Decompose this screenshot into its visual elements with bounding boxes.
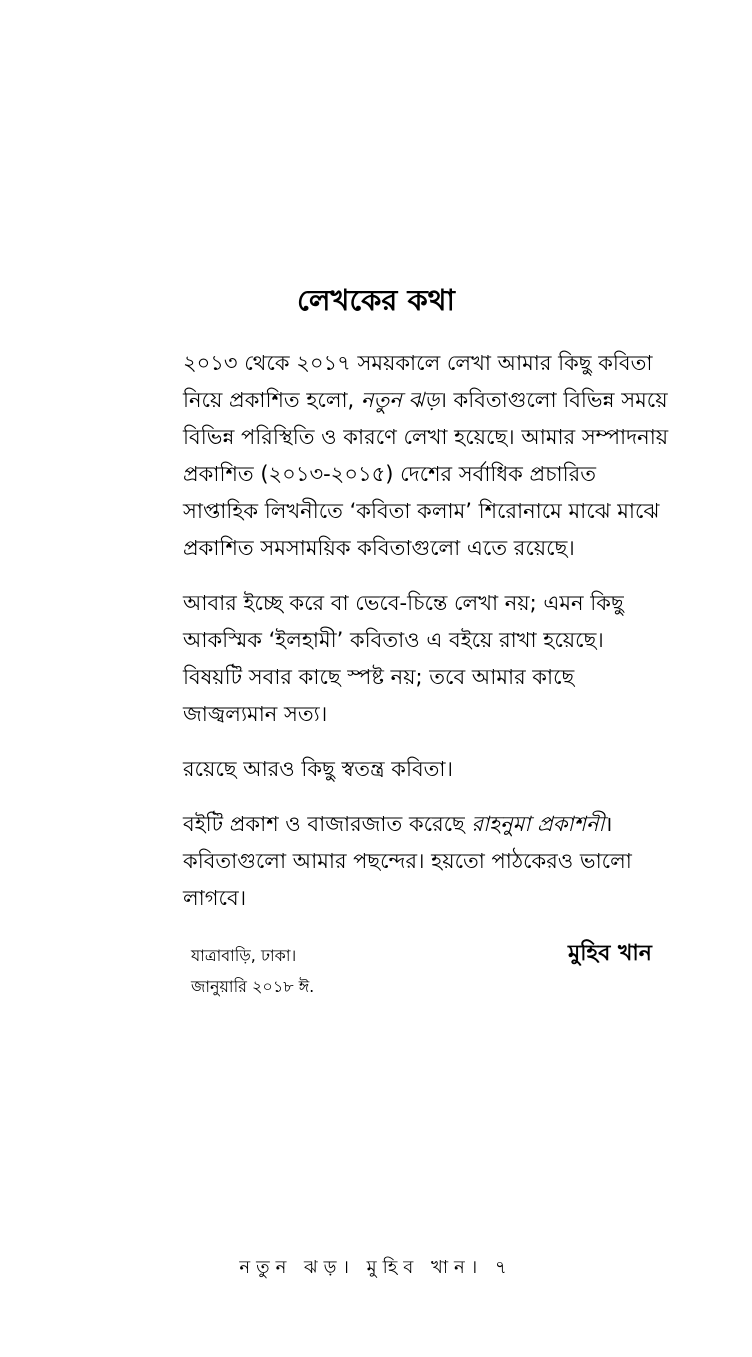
paragraph bbox=[183, 585, 693, 733]
paragraph bbox=[183, 806, 693, 917]
text-line: কবিতাগুলো আমার পছন্দের। হয়তো পাঠকেরও ভালো bbox=[183, 849, 632, 873]
book-title: নতুন ঝড় bbox=[360, 388, 440, 412]
text-segment: বইটি প্রকাশ ও বাজারজাত করেছে bbox=[183, 812, 472, 836]
text-segment: । bbox=[604, 812, 613, 836]
page-footer: নতুন ঝড়। মুহিব খান। ৭ bbox=[239, 1257, 513, 1278]
paragraph bbox=[183, 751, 693, 788]
text-line: রয়েছে আরও কিছু স্বতন্ত্র কবিতা। bbox=[183, 757, 454, 781]
text-line: প্রকাশিত (২০১৩-২০১৫) দেশের সর্বাধিক প্রচারিত bbox=[183, 462, 596, 486]
signature-block bbox=[191, 940, 314, 1002]
text-line: ২০১৩ থেকে ২০১৭ সময়কালে লেখা আমার কিছু কবিতা bbox=[183, 351, 653, 375]
publisher-name: রাহনুমা প্রকাশনী bbox=[471, 812, 605, 836]
paragraph bbox=[183, 345, 693, 567]
text-segment: নিয়ে প্রকাশিত হলো, bbox=[183, 388, 361, 412]
text-line: সাপ্তাহিক লিখনীতে ‘কবিতা কলাম’ শিরোনামে মাঝে মাঝে bbox=[183, 499, 660, 523]
text-line: আবার ইচ্ছে করে বা ভেবে-চিন্তে লেখা নয়; এমন কিছু bbox=[183, 591, 624, 615]
text-line: লাগবে। bbox=[183, 886, 247, 910]
text-line: বিভিন্ন পরিস্থিতি ও কারণে লেখা হয়েছে। আমার সম্পাদনায় bbox=[183, 425, 669, 449]
text-line: বিষয়টি সবার কাছে স্পষ্ট নয়; তবে আমার কাছে bbox=[183, 665, 575, 689]
signature-place: যাত্রাবাড়ি, ঢাকা। bbox=[191, 946, 297, 965]
author-name: মুহিব খান bbox=[568, 941, 652, 966]
text-segment: । কবিতাগুলো বিভিন্ন সময়ে bbox=[439, 388, 668, 412]
text-line: আকস্মিক ‘ইলহামী’ কবিতাও এ বইয়ে রাখা হয়েছে। bbox=[183, 628, 604, 652]
preface-body bbox=[183, 345, 693, 935]
page-title: লেখকের কথা bbox=[297, 283, 455, 317]
text-line: প্রকাশিত সমসাময়িক কবিতাগুলো এতে রয়েছে। bbox=[183, 536, 575, 560]
signature-date: জানুয়ারি ২০১৮ ঈ. bbox=[191, 977, 315, 996]
text-line bbox=[183, 382, 693, 419]
text-line: জাজ্বল্যমান সত্য। bbox=[183, 702, 328, 726]
text-line bbox=[183, 806, 693, 843]
